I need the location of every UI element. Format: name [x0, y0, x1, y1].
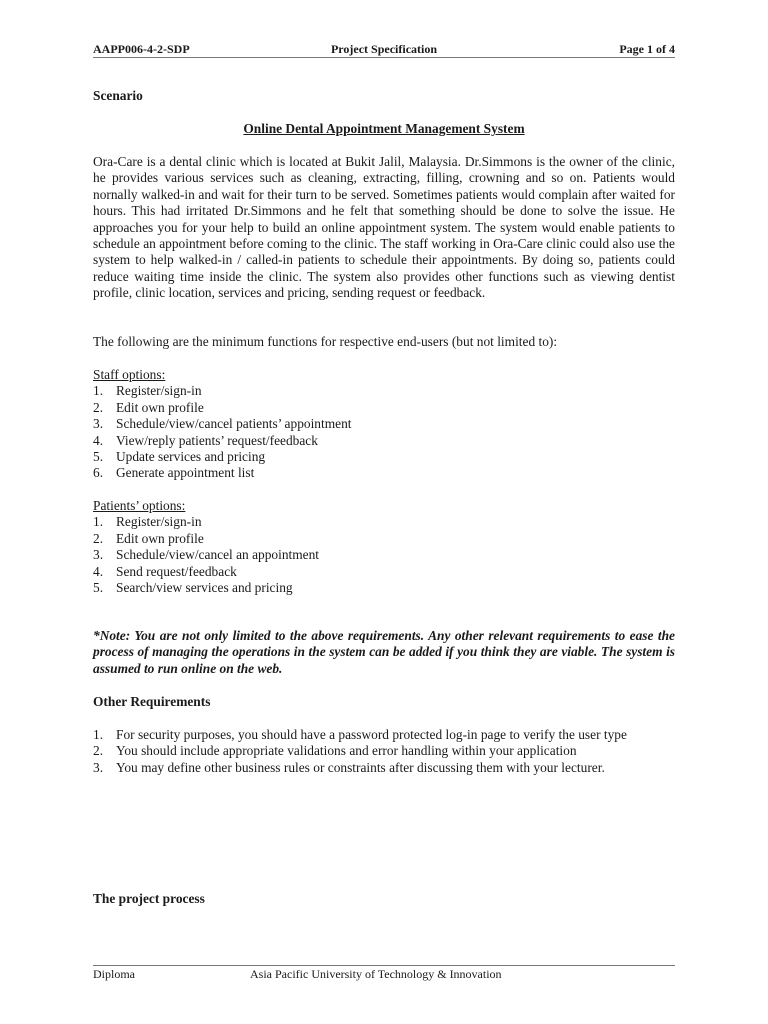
list-item [93, 514, 675, 530]
list-item [93, 400, 675, 416]
list-text: Search/view services and pricing [116, 580, 293, 596]
list-number: 6. [93, 465, 104, 481]
list-text: Register/sign-in [116, 383, 202, 399]
list-text: Edit own profile [116, 399, 204, 415]
footer-university: Asia Pacific University of Technology & Innovation [250, 967, 502, 981]
list-number: 5. [93, 449, 104, 465]
list-item [93, 531, 675, 547]
staff-options-heading: Staff options: [93, 367, 166, 382]
scenario-heading: Scenario [93, 88, 143, 103]
document-page [93, 0, 675, 1024]
functions-intro: The following are the minimum functions for respective end-users (but not limited to): [93, 334, 558, 349]
list-text: Edit own profile [116, 530, 204, 546]
other-requirements-list [93, 727, 675, 776]
other-requirements-section [93, 727, 675, 776]
list-number: 2. [93, 530, 104, 546]
other-requirements-heading: Other Requirements [93, 694, 211, 709]
patient-options-list [93, 514, 675, 596]
list-item [93, 547, 675, 563]
list-item [93, 760, 675, 776]
list-text: Send request/feedback [116, 563, 237, 579]
header-title: Project Specification [330, 42, 438, 56]
list-text: You should include appropriate validations and error handling within your application [116, 743, 577, 759]
list-number: 3. [93, 416, 104, 432]
patient-options-heading: Patients’ options: [93, 498, 186, 513]
footer-divider [93, 965, 675, 966]
list-number: 2. [93, 743, 104, 759]
requirements-note: *Note: You are not only limited to the above requirements. Any other relevant requirements to ease the process of managing the operations in the system can be added if you think they are viable. The system is assumed to run online on the web. [93, 628, 675, 676]
list-text: Register/sign-in [116, 514, 202, 530]
list-item [93, 580, 675, 596]
module-code: AAPP006-4-2-SDP [93, 42, 190, 56]
list-item [93, 383, 675, 399]
list-number: 5. [93, 580, 104, 596]
list-item [93, 727, 675, 743]
patient-options-section [93, 498, 675, 596]
list-text: Schedule/view/cancel an appointment [116, 547, 320, 563]
list-text: Update services and pricing [116, 449, 266, 465]
list-text: Generate appointment list [116, 465, 255, 481]
list-number: 1. [93, 383, 104, 399]
page-header [93, 42, 675, 58]
list-number: 1. [93, 727, 104, 742]
list-item [93, 449, 675, 465]
list-number: 1. [93, 514, 104, 530]
list-item [93, 416, 675, 432]
page-number: Page 1 of 4 [619, 42, 675, 56]
list-text: For security purposes, you should have a password protected log-in page to verify the user type [116, 727, 627, 742]
staff-options-list [93, 383, 675, 481]
system-title: Online Dental Appointment Management System [243, 121, 525, 136]
list-number: 4. [93, 432, 104, 448]
list-number: 3. [93, 547, 104, 563]
list-number: 3. [93, 759, 104, 775]
list-text: You may define other business rules or constraints after discussing them with your lecturer. [116, 759, 605, 775]
staff-options-section [93, 367, 675, 482]
list-text: Schedule/view/cancel patients’ appointment [116, 416, 352, 432]
list-item [93, 465, 675, 481]
list-text: View/reply patients’ request/feedback [116, 432, 318, 448]
intro-paragraph: Ora-Care is a dental clinic which is located at Bukit Jalil, Malaysia. Dr.Simmons is the owner of the clinic, he provides various services such as cleaning, extracting, filling, crowning and so on. Patients would nornally walked-in and wait for their turn to be served. Sometimes patients would complain after waited for hours. This had irritated Dr.Simmons and he felt that something should be done to solve the issue. He approaches you for your help to build an online appointment system. The system would enable patients to schedule an appointment before coming to the clinic. The staff working in Ora-Care clinic could also use the system to help walked-in / called-in patients to schedule their appointments. By doing so, patients could reduce waiting time inside the clinic. The system also provides other functions such as viewing dentist profile, clinic location, services and pricing, sending request or feedback. [93, 154, 675, 301]
list-item [93, 564, 675, 580]
list-number: 4. [93, 563, 104, 579]
project-process-heading: The project process [93, 891, 205, 906]
list-item [93, 743, 675, 759]
header-divider [93, 57, 675, 58]
list-number: 2. [93, 399, 104, 415]
list-item [93, 433, 675, 449]
footer-program: Diploma [93, 967, 135, 981]
